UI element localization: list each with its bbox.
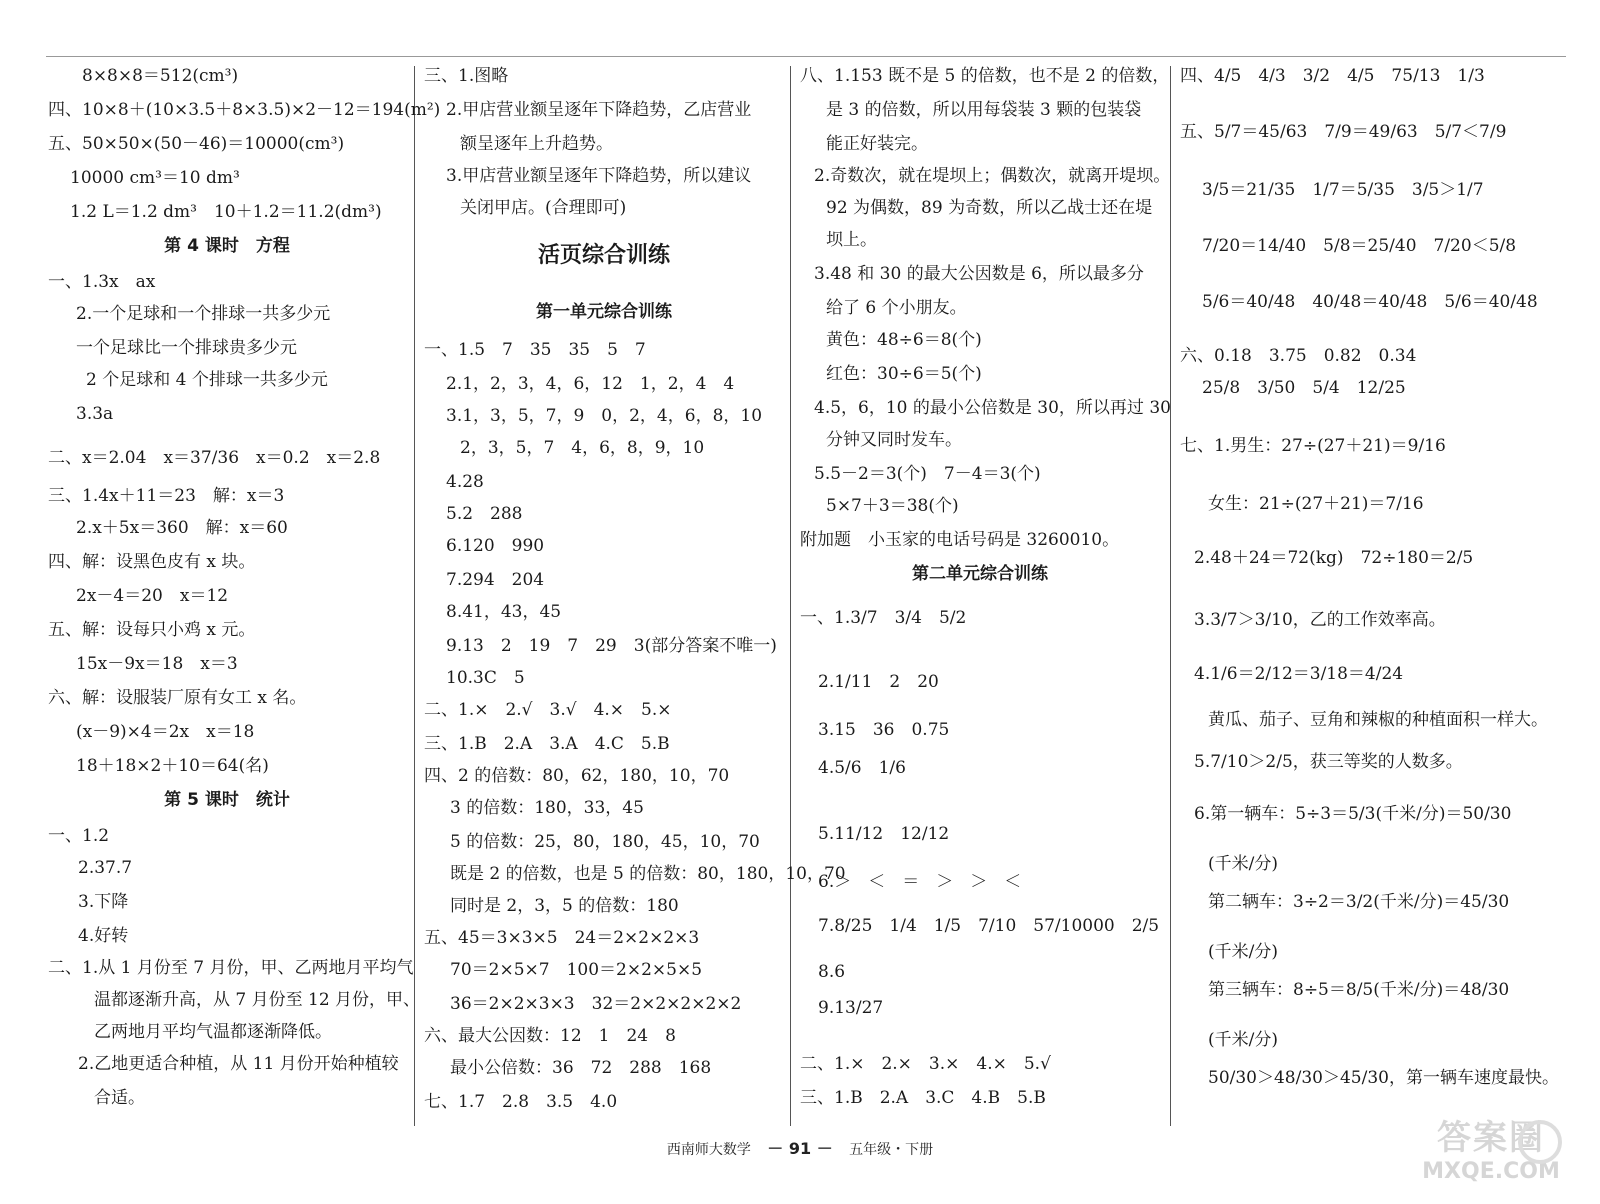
answer-line: 7.8/25 1/4 1/5 7/10 57/10000 2/5 xyxy=(818,916,1160,936)
watermark-ring-icon xyxy=(1518,1120,1562,1164)
answer-line: 一、1.3x ax xyxy=(48,272,156,292)
answer-line: 一个足球比一个排球贵多少元 xyxy=(76,338,297,358)
footer-grade: 五年级・下册 xyxy=(849,1142,934,1158)
answer-line: 4.1/6＝2/12＝3/18＝4/24 xyxy=(1194,664,1404,684)
answer-line: 70＝2×5×7 100＝2×2×5×5 xyxy=(450,960,703,980)
answer-line: 5.2 288 xyxy=(446,504,523,524)
answer-line: 四、10×8＋(10×3.5＋8×3.5)×2－12＝194(m²) xyxy=(48,100,441,120)
answer-line: 七、1.男生：27÷(27＋21)＝9/16 xyxy=(1180,436,1446,456)
answer-line: 5/6＝40/48 40/48＝40/48 5/6＝40/48 xyxy=(1202,292,1538,312)
answer-line: 2.1，2，3，4，6，12 1，2，4 4 xyxy=(446,374,735,394)
answer-line: 3.1，3，5，7，9 0，2，4，6，8，10 xyxy=(446,406,763,426)
answer-line: 5.7/10＞2/5，获三等奖的人数多。 xyxy=(1194,752,1463,772)
answer-line: 92 为偶数，89 为奇数，所以乙战士还在堤 xyxy=(826,198,1153,218)
answer-line: 六、最大公因数：12 1 24 8 xyxy=(424,1026,676,1046)
answer-line: 五、45＝3×3×5 24＝2×2×2×3 xyxy=(424,928,700,948)
answer-line: 一、1.3/7 3/4 5/2 xyxy=(800,608,967,628)
answer-line: 5.11/12 12/12 xyxy=(818,824,950,844)
section-heading: 第 5 课时 统计 xyxy=(164,790,290,810)
answer-line: 25/8 3/50 5/4 12/25 xyxy=(1202,378,1406,398)
answer-line: 八、1.153 既不是 5 的倍数，也不是 2 的倍数， xyxy=(800,66,1170,86)
section-heading: 第二单元综合训练 xyxy=(912,564,1048,584)
answer-line: 一、1.5 7 35 35 5 7 xyxy=(424,340,646,360)
answer-line: 四、解：设黑色皮有 x 块。 xyxy=(48,552,256,572)
answer-line: 8.41，43，45 xyxy=(446,602,562,622)
answer-line: 3.下降 xyxy=(78,892,129,912)
answer-line: 36＝2×2×3×3 32＝2×2×2×2×2 xyxy=(450,994,742,1014)
answer-line: (千米/分) xyxy=(1208,854,1278,874)
column-divider xyxy=(790,66,791,1126)
answer-line: 2.奇数次，就在堤坝上；偶数次，就离开堤坝。 xyxy=(814,166,1171,186)
answer-line: 第二辆车：3÷2＝3/2(千米/分)＝45/30 xyxy=(1208,892,1510,912)
answer-line: 10.3C 5 xyxy=(446,668,525,688)
answer-line: 四、4/5 4/3 3/2 4/5 75/13 1/3 xyxy=(1180,66,1485,86)
answer-line: 附加题 小玉家的电话号码是 3260010。 xyxy=(800,530,1120,550)
answer-line: 温都逐渐升高，从 7 月份至 12 月份，甲、 xyxy=(94,990,421,1010)
section-heading: 活页综合训练 xyxy=(537,243,670,268)
answer-line: 二、x＝2.04 x＝37/36 x＝0.2 x＝2.8 xyxy=(48,448,381,468)
answer-line: 三、1.B 2.A 3.C 4.B 5.B xyxy=(800,1088,1046,1108)
answer-line: 2 个足球和 4 个排球一共多少元 xyxy=(86,370,328,390)
page-number: － 91 － xyxy=(767,1139,833,1158)
answer-line: 4.28 xyxy=(446,472,484,492)
answer-line: 5.5－2＝3(个) 7－4＝3(个) xyxy=(814,464,1041,484)
top-rule xyxy=(46,56,1566,57)
answer-line: 三、1.图略 xyxy=(424,66,509,86)
answer-line: 额呈逐年上升趋势。 xyxy=(460,134,613,154)
answer-line: 2，3，5，7 4，6，8，9，10 xyxy=(460,438,705,458)
answer-line: 6.＞ ＜ ＝ ＞ ＞ ＜ xyxy=(818,872,1022,892)
answer-line: 10000 cm³＝10 dm³ xyxy=(70,168,240,188)
answer-line: 9.13/27 xyxy=(818,998,884,1018)
answer-line: 二、1.从 1 月份至 7 月份，甲、乙两地月平均气 xyxy=(48,958,414,978)
answer-line: 4.5，6，10 的最小公倍数是 30，所以再过 30 xyxy=(814,398,1171,418)
answer-line: 关闭甲店。(合理即可) xyxy=(460,198,627,218)
answer-line: 5 的倍数：25，80，180，45，10，70 xyxy=(450,832,760,852)
answer-line: (x－9)×4＝2x x＝18 xyxy=(76,722,255,742)
answer-line: 3.15 36 0.75 xyxy=(818,720,950,740)
answer-line: (千米/分) xyxy=(1208,1030,1278,1050)
answer-line: 8×8×8＝512(cm³) xyxy=(82,66,239,86)
answer-line: 能正好装完。 xyxy=(826,134,928,154)
answer-line: 15x－9x＝18 x＝3 xyxy=(76,654,238,674)
answer-line: 二、1.× 2.√ 3.√ 4.× 5.× xyxy=(424,700,672,720)
answer-line: 18＋18×2＋10＝64(名) xyxy=(76,756,269,776)
answer-line: 2.1/11 2 20 xyxy=(818,672,939,692)
answer-line: 同时是 2，3，5 的倍数：180 xyxy=(450,896,679,916)
answer-line: 50/30＞48/30＞45/30，第一辆车速度最快。 xyxy=(1208,1068,1559,1088)
answer-line: 合适。 xyxy=(94,1088,145,1108)
answer-line: 3.3/7＞3/10，乙的工作效率高。 xyxy=(1194,610,1446,630)
answer-line: 红色：30÷6＝5(个) xyxy=(826,364,982,384)
answer-line: 3.48 和 30 的最大公因数是 6，所以最多分 xyxy=(814,264,1144,284)
answer-line: 六、解：设服装厂原有女工 x 名。 xyxy=(48,688,307,708)
answer-line: 2x－4＝20 x＝12 xyxy=(76,586,229,606)
answer-line: 既是 2 的倍数，也是 5 的倍数：80，180，10，70 xyxy=(450,864,846,884)
answer-line: 五、50×50×(50－46)＝10000(cm³) xyxy=(48,134,345,154)
answer-line: 六、0.18 3.75 0.82 0.34 xyxy=(1180,346,1417,366)
answer-line: 2.x＋5x＝360 解：x＝60 xyxy=(76,518,288,538)
answer-line: 四、2 的倍数：80，62，180，10，70 xyxy=(424,766,730,786)
watermark-text: 答案圈 xyxy=(1437,1118,1545,1158)
answer-line: 给了 6 个小朋友。 xyxy=(826,298,967,318)
answer-line: 2.乙地更适合种植，从 11 月份开始种植较 xyxy=(78,1054,399,1074)
answer-line: 3/5＝21/35 1/7＝5/35 3/5＞1/7 xyxy=(1202,180,1484,200)
answer-line: 4.5/6 1/6 xyxy=(818,758,906,778)
answer-line: 一、1.2 xyxy=(48,826,110,846)
answer-line: 4.好转 xyxy=(78,926,129,946)
answer-line: 黄色：48÷6＝8(个) xyxy=(826,330,982,350)
answer-line: 2.48＋24＝72(kg) 72÷180＝2/5 xyxy=(1194,548,1474,568)
answer-line: 二、1.× 2.× 3.× 4.× 5.√ xyxy=(800,1054,1051,1074)
answer-line: 第三辆车：8÷5＝8/5(千米/分)＝48/30 xyxy=(1208,980,1510,1000)
column-divider xyxy=(1170,66,1171,1126)
answer-line: 最小公倍数：36 72 288 168 xyxy=(450,1058,712,1078)
column-divider xyxy=(414,66,415,1126)
answer-line: 3 的倍数：180，33，45 xyxy=(450,798,644,818)
answer-line: 9.13 2 19 7 29 3(部分答案不唯一) xyxy=(446,636,777,656)
answer-line: 乙两地月平均气温都逐渐降低。 xyxy=(94,1022,332,1042)
answer-line: 8.6 xyxy=(818,962,846,982)
answer-line: 三、1.4x＋11＝23 解：x＝3 xyxy=(48,486,285,506)
answer-line: 5×7＋3＝38(个) xyxy=(826,496,959,516)
section-heading: 第一单元综合训练 xyxy=(536,302,672,322)
page-footer xyxy=(0,1136,1600,1159)
answer-line: 2.一个足球和一个排球一共多少元 xyxy=(76,304,331,324)
answer-line: 坝上。 xyxy=(826,230,877,250)
answer-line: 是 3 的倍数，所以用每袋装 3 颗的包装袋 xyxy=(826,100,1142,120)
answer-line: 五、5/7＝45/63 7/9＝49/63 5/7＜7/9 xyxy=(1180,122,1507,142)
section-heading: 第 4 课时 方程 xyxy=(164,236,290,256)
answer-line: 7/20＝14/40 5/8＝25/40 7/20＜5/8 xyxy=(1202,236,1517,256)
answer-line: (千米/分) xyxy=(1208,942,1278,962)
answer-line: 女生：21÷(27＋21)＝7/16 xyxy=(1208,494,1424,514)
watermark-logo xyxy=(1406,1118,1576,1198)
answer-line: 7.294 204 xyxy=(446,570,545,590)
answer-line: 黄瓜、茄子、豆角和辣椒的种植面积一样大。 xyxy=(1208,710,1548,730)
answer-line: 6.120 990 xyxy=(446,536,545,556)
answer-line: 2.甲店营业额呈逐年下降趋势，乙店营业 xyxy=(446,100,752,120)
answer-line: 6.第一辆车：5÷3＝5/3(千米/分)＝50/30 xyxy=(1194,804,1512,824)
answer-line: 分钟又同时发车。 xyxy=(826,430,962,450)
answer-line: 三、1.B 2.A 3.A 4.C 5.B xyxy=(424,734,670,754)
answer-line: 3.3a xyxy=(76,404,114,424)
answer-line: 七、1.7 2.8 3.5 4.0 xyxy=(424,1092,618,1112)
answer-line: 1.2 L＝1.2 dm³ 10＋1.2＝11.2(dm³) xyxy=(70,202,382,222)
footer-book-title: 西南师大数学 xyxy=(666,1142,751,1158)
answer-line: 3.甲店营业额呈逐年下降趋势，所以建议 xyxy=(446,166,752,186)
answer-line: 五、解：设每只小鸡 x 元。 xyxy=(48,620,256,640)
watermark-url: MXQE.COM xyxy=(1422,1159,1560,1184)
answer-line: 2.37.7 xyxy=(78,858,133,878)
